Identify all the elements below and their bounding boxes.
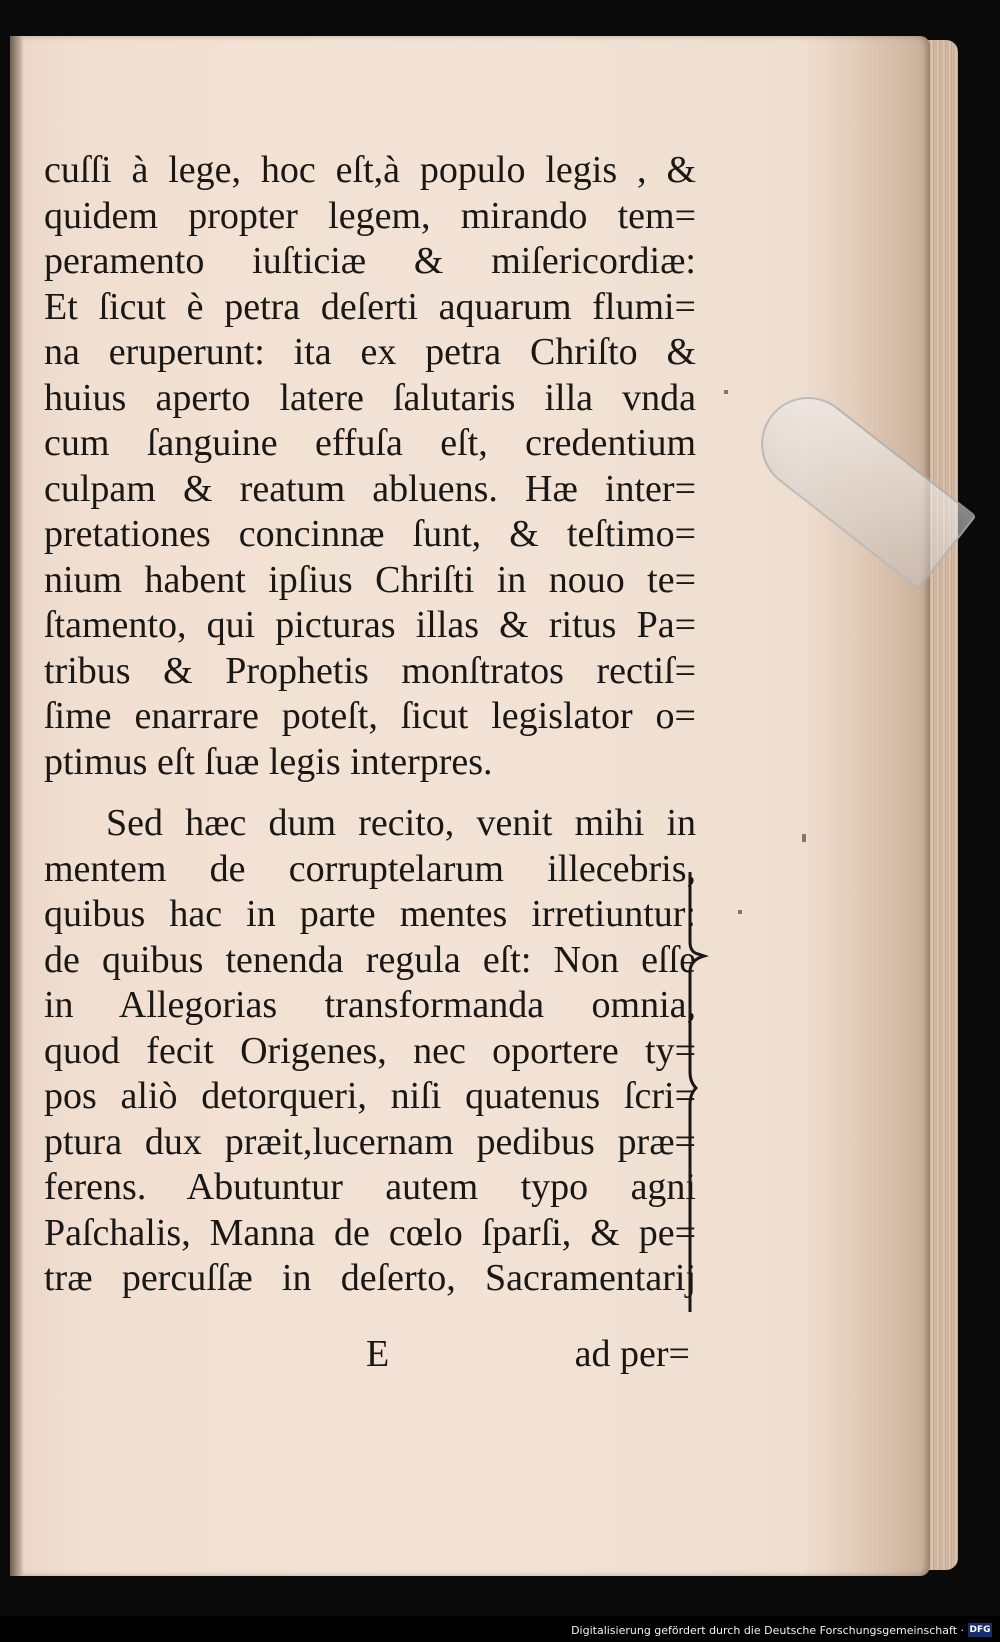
- signature-mark: E: [366, 1333, 390, 1375]
- text-line: træ percuſſæ in deſerto, Sacramentarij: [44, 1257, 696, 1299]
- text-line: cum ſanguine effuſa eſt, credentium: [44, 422, 696, 464]
- page-text: [44, 148, 696, 1302]
- paragraph-2: [44, 801, 696, 1302]
- text-line: ferens. Abutuntur autem typo agni: [44, 1166, 696, 1208]
- text-line: ſime enarrare poteſt, ſicut legislator o=: [44, 695, 696, 737]
- text-line: pos aliò detorqueri, niſi quatenus ſcri=: [44, 1075, 696, 1117]
- catchword: ad per=: [574, 1333, 690, 1375]
- paper-speck: [724, 390, 728, 394]
- text-line: huius aperto latere ſalutaris illa vnda: [44, 376, 696, 419]
- text-line: culpam & reatum abluens. Hæ inter=: [44, 467, 696, 510]
- text-line: mentem de corruptelarum illecebris,: [44, 847, 696, 890]
- text-line: in Allegorias transformanda omnia,: [44, 984, 696, 1026]
- text-line: na eruperunt: ita ex petra Chriſto &: [44, 331, 696, 373]
- text-line: quod fecit Origenes, nec oportere ty=: [44, 1029, 696, 1072]
- text-line: pretationes concinnæ ſunt, & teſtimo=: [44, 513, 696, 555]
- margin-bracket-mark: [686, 872, 716, 1312]
- text-line: de quibus tenenda regula eſt: Non eſſe: [44, 938, 696, 981]
- digitization-footer: [0, 1616, 1000, 1642]
- text-line: Paſchalis, Manna de cœlo ſparſi, & pe=: [44, 1211, 696, 1254]
- text-line: nium habent ipſius Chriſti in nouo te=: [44, 558, 696, 601]
- text-line: tribus & Prophetis monſtratos rectiſ=: [44, 649, 696, 692]
- text-line: Et ſicut è petra deſerti aquarum flumi=: [44, 285, 696, 328]
- paper-speck: [738, 910, 742, 914]
- dfg-logo: DFG: [969, 1625, 991, 1635]
- text-line: cuſſi à lege, hoc eſt,à populo legis , &: [44, 149, 696, 191]
- text-line: ptimus eſt ſuæ legis interpres.: [44, 740, 493, 783]
- paper-speck: [802, 834, 806, 842]
- text-line: ſtamento, qui picturas illas & ritus Pa=: [44, 604, 696, 646]
- text-line: ptura dux præit,lucernam pedibus præ=: [44, 1120, 696, 1163]
- text-line: quibus hac in parte mentes irretiuntur:: [44, 893, 696, 935]
- page-footer-line: [40, 1332, 690, 1378]
- footer-credit: Digitalisierung gefördert durch die Deutsche Forschungsgemeinschaft ·: [571, 1624, 964, 1637]
- page-gutter-shadow: [10, 36, 24, 1576]
- text-line: peramento iuſticiæ & miſericordiæ:: [44, 240, 696, 282]
- text-line: Sed hæc dum recito, venit mihi in: [106, 802, 696, 844]
- text-line: quidem propter legem, mirando tem=: [44, 194, 696, 237]
- paragraph-1: [44, 148, 696, 785]
